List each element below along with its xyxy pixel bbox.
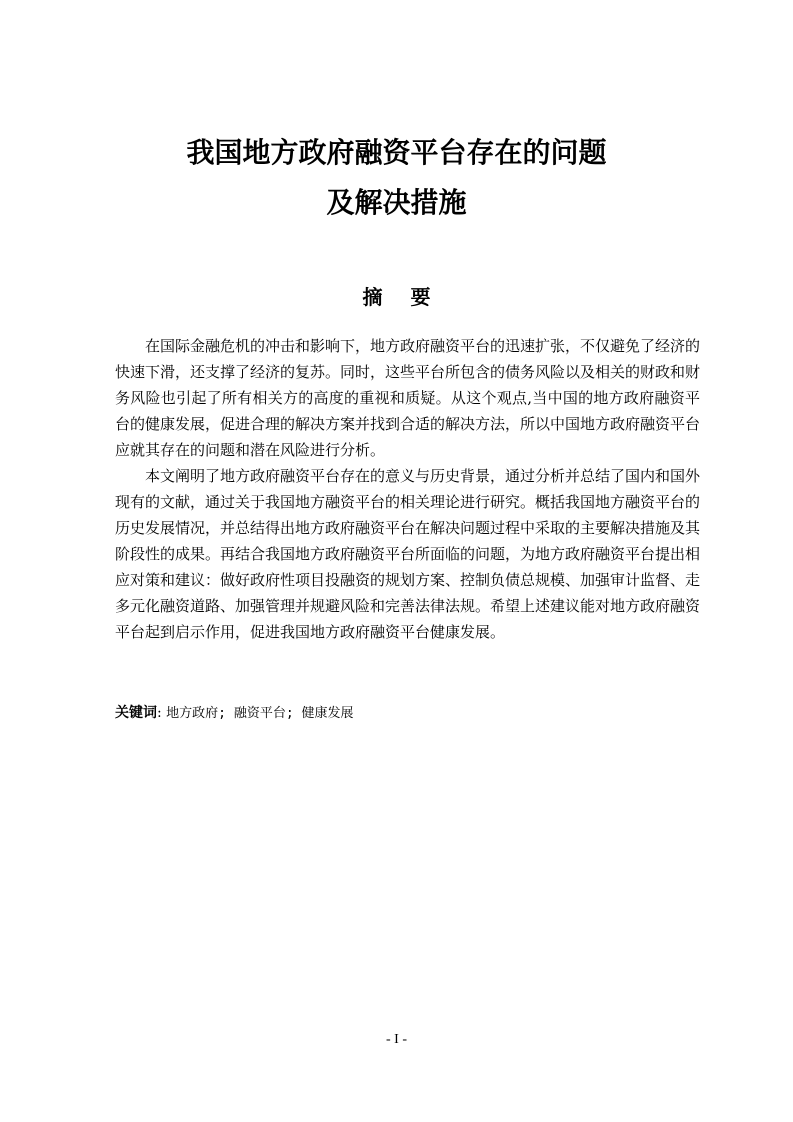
document-title-line-2: 及解决措施 — [326, 186, 467, 219]
page-number: - I - — [386, 1032, 407, 1047]
document-title-line-1: 我国地方政府融资平台存在的问题 — [186, 136, 607, 169]
abstract-body — [115, 333, 700, 645]
keywords-separator: : — [157, 705, 162, 721]
abstract-paragraph-2: 本文阐明了地方政府融资平台存在的意义与历史背景，通过分析并总结了国内和国外现有的文献，通过关于我国地方融资平台的相关理论进行研究。概括我国地方融资平台的历史发展情况，并总结得出地方政府融资平台在解决问题过程中采取的主要解决措施及其阶段性的成果。再结合我国地方政府融资平台所面临的问题，为地方政府融资平台提出相应对策和建议：做好政府性项目投融资的规划方案、控制负债总规模、加强审计监督、走多元化融资道路、加强管理并规避风险和完善法律法规。希望上述建议能对地方政府融资平台起到启示作用，促进我国地方政府融资平台健康发展。 — [115, 467, 701, 641]
keywords-line — [115, 701, 700, 726]
abstract-heading: 摘要 — [362, 285, 459, 309]
abstract-paragraph-1: 在国际金融危机的冲击和影响下，地方政府融资平台的迅速扩张，不仅避免了经济的快速下滑，还支撑了经济的复苏。同时，这些平台所包含的债务风险以及相关的财政和财务风险也引起了所有相关方的高度的重视和质疑。从这个观点,当中国的地方政府融资平台的健康发展，促进合理的解决方案并找到合适的解决方法，所以中国地方政府融资平台应就其存在的问题和潜在风险进行分析。 — [115, 337, 701, 459]
keywords-label: 关键词 — [115, 705, 157, 721]
keywords-value: 地方政府; 融资平台; 健康发展 — [166, 706, 354, 721]
